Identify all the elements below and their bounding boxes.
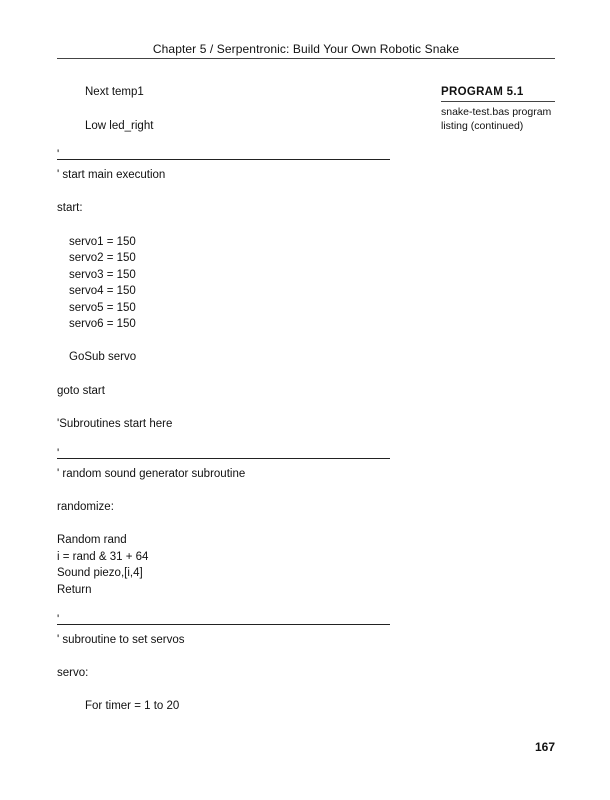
comment-divider xyxy=(57,159,390,160)
divider-mark: ' xyxy=(57,448,60,460)
code-servo-line: servo2 = 150 xyxy=(69,252,136,264)
code-label-start: start: xyxy=(57,202,83,214)
running-head: Chapter 5 / Serpentronic: Build Your Own Robotic Snake xyxy=(152,42,460,56)
code-servo-line: servo6 = 150 xyxy=(69,318,136,330)
code-random-line: Sound piezo,[i,4] xyxy=(57,567,143,579)
code-comment-main: ' start main execution xyxy=(57,169,166,181)
header-rule xyxy=(57,58,555,59)
comment-divider xyxy=(57,624,390,625)
code-goto-start: goto start xyxy=(57,385,105,397)
code-random-line: Return xyxy=(57,584,92,596)
code-comment-subroutines: 'Subroutines start here xyxy=(57,418,173,430)
divider-mark: ' xyxy=(57,614,60,626)
code-label-servo: servo: xyxy=(57,667,89,679)
code-gosub-servo: GoSub servo xyxy=(69,351,137,363)
code-servo-line: servo1 = 150 xyxy=(69,236,136,248)
code-random-line: i = rand & 31 + 64 xyxy=(57,551,149,563)
program-label: PROGRAM 5.1 xyxy=(441,86,524,98)
program-label-rule xyxy=(441,101,555,102)
code-for-timer: For timer = 1 to 20 xyxy=(85,700,180,712)
program-caption: snake-test.bas program listing (continued) xyxy=(441,106,552,132)
divider-mark: ' xyxy=(57,149,60,161)
comment-divider xyxy=(57,458,390,459)
code-next-temp1: Next temp1 xyxy=(85,86,144,98)
page-number: 167 xyxy=(534,740,555,754)
code-comment-servos: ' subroutine to set servos xyxy=(57,634,185,646)
code-servo-line: servo5 = 150 xyxy=(69,302,136,314)
code-servo-line: servo3 = 150 xyxy=(69,269,136,281)
code-random-line: Random rand xyxy=(57,534,127,546)
code-comment-random: ' random sound generator subroutine xyxy=(57,468,246,480)
code-label-randomize: randomize: xyxy=(57,501,114,513)
code-low-led-right: Low led_right xyxy=(85,120,154,132)
code-servo-line: servo4 = 150 xyxy=(69,285,136,297)
